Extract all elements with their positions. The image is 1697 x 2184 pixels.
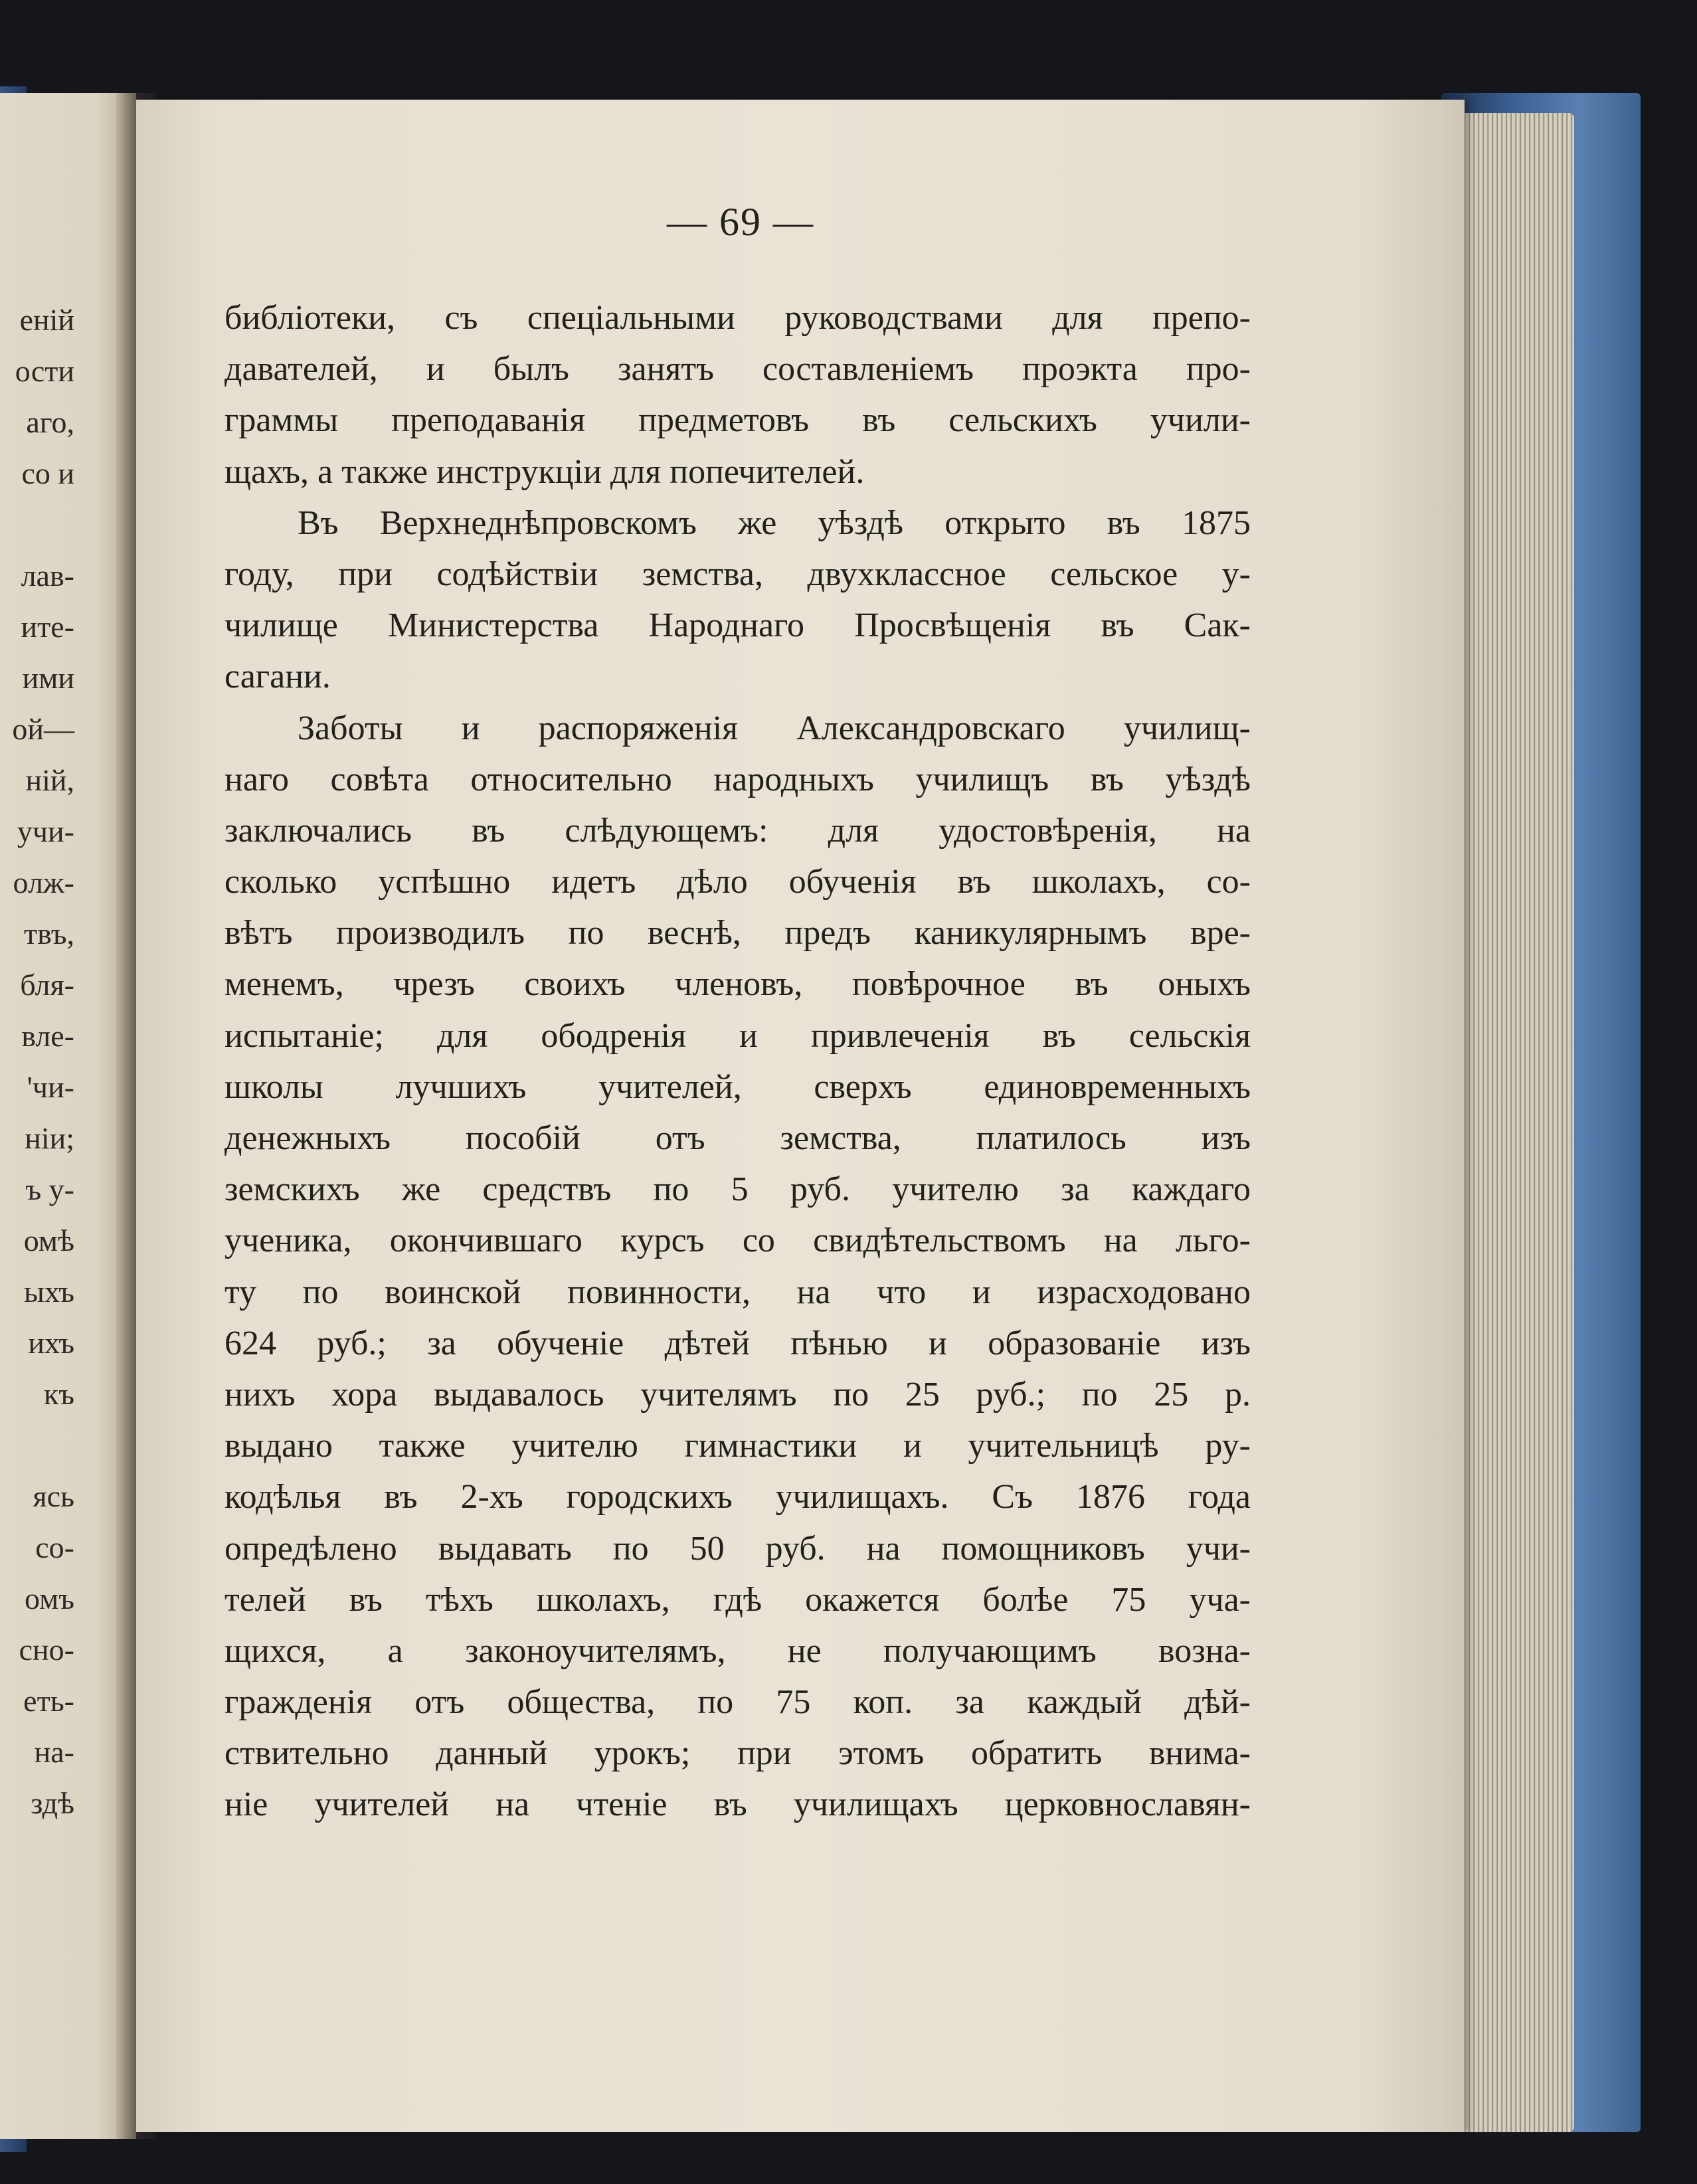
- text-line: наго совѣта относительно народныхъ училищъ въ уѣздѣ: [224, 760, 1251, 798]
- left-fragment: ите-: [21, 610, 74, 644]
- left-fragment: ихъ: [28, 1326, 74, 1360]
- left-fragment: сно-: [19, 1633, 74, 1667]
- left-fragment: здѣ: [31, 1786, 74, 1820]
- text-line: щахъ, а также инструкціи для попечителей.: [224, 452, 865, 491]
- left-fragment: омѣ: [23, 1224, 74, 1257]
- left-fragment: олж-: [13, 865, 74, 899]
- left-fragment: ости: [15, 354, 74, 388]
- text-line: щихся, а законоучителямъ, не получающимъ возна-: [224, 1631, 1251, 1670]
- left-fragment: вле-: [21, 1019, 74, 1053]
- text-line: менемъ, чрезъ своихъ членовъ, повѣрочное въ оныхъ: [224, 965, 1251, 1004]
- text-line: ту по воинской повинности, на что и израсходовано: [224, 1273, 1251, 1311]
- page-number: — 69 —: [667, 200, 814, 244]
- text-line: сагани.: [224, 658, 331, 696]
- text-line: Въ Верхнеднѣпровскомъ же уѣздѣ открыто въ 1875: [298, 503, 1251, 542]
- left-fragment: ній,: [25, 763, 74, 797]
- left-fragment: 'чи-: [27, 1070, 74, 1104]
- text-line: давателей, и былъ занятъ составленіемъ проэкта про-: [224, 350, 1251, 389]
- text-line: ніе учителей на чтеніе въ училищахъ церковнославян-: [224, 1785, 1251, 1824]
- text-line: заключались въ слѣдующемъ: для удостовѣренія, на: [224, 811, 1251, 850]
- left-fragment: ыхъ: [24, 1275, 74, 1309]
- left-fragment: къ: [43, 1377, 74, 1411]
- left-fragment: ой—: [12, 712, 74, 746]
- text-line: нихъ хора выдавалось учителямъ по 25 руб.; по 25 р.: [224, 1375, 1251, 1413]
- text-line: кодѣлья въ 2-хъ городскихъ училищахъ. Съ 1876 года: [224, 1478, 1251, 1516]
- left-fragment: со и: [21, 456, 74, 490]
- text-line: испытаніе; для ободренія и привлеченія въ сельскія: [224, 1016, 1251, 1055]
- left-fragment: со-: [35, 1530, 74, 1564]
- text-line: ученика, окончившаго курсъ со свидѣтельствомъ на льго-: [224, 1222, 1251, 1260]
- text-line: денежныхъ пособій отъ земства, платилось изъ: [224, 1119, 1251, 1157]
- left-fragment: на-: [34, 1735, 74, 1769]
- page-body-text: [224, 292, 1251, 1831]
- text-line: библіотеки, съ спеціальными руководствами для препо-: [224, 299, 1251, 337]
- text-line: ствительно данный урокъ; при этомъ обратить внима-: [224, 1734, 1251, 1773]
- left-fragment: ъ у-: [25, 1172, 74, 1206]
- text-line: выдано также учителю гимнастики и учительницѣ ру-: [224, 1427, 1251, 1465]
- text-line: граммы преподаванія предметовъ въ сельскихъ учили-: [224, 401, 1251, 440]
- text-line: вѣтъ производилъ по веснѣ, предъ каникулярнымъ вре-: [224, 914, 1251, 953]
- left-fragment: бля-: [20, 968, 74, 1002]
- page-edges: [1461, 113, 1574, 2132]
- left-fragment: твъ,: [24, 917, 74, 951]
- left-fragment: учи-: [17, 814, 74, 848]
- left-fragment: омъ: [24, 1582, 74, 1615]
- text-line: телей въ тѣхъ школахъ, гдѣ окажется болѣе 75 уча-: [224, 1580, 1251, 1619]
- left-fragment: лав-: [21, 559, 74, 592]
- text-line: школы лучшихъ учителей, сверхъ единовременныхъ: [224, 1067, 1251, 1106]
- text-line: году, при содѣйствіи земства, двухклассное сельское у-: [224, 555, 1251, 593]
- text-line: 624 руб.; за обученіе дѣтей пѣнью и образованіе изъ: [224, 1324, 1251, 1362]
- left-fragment: аго,: [26, 405, 74, 439]
- left-fragment: еть-: [23, 1684, 74, 1718]
- text-line: чилище Министерства Народнаго Просвѣщенія въ Сак-: [224, 606, 1251, 645]
- text-line: Заботы и распоряженія Александровскаго училищ-: [298, 709, 1251, 747]
- text-line: земскихъ же средствъ по 5 руб. учителю за каждаго: [224, 1170, 1251, 1209]
- text-line: гражденія отъ общества, по 75 коп. за каждый дѣй-: [224, 1683, 1251, 1722]
- left-fragment: ніи;: [25, 1121, 74, 1155]
- text-line: опредѣлено выдавать по 50 руб. на помощниковъ учи-: [224, 1529, 1251, 1568]
- left-fragment: еній: [19, 303, 74, 337]
- left-fragment: ими: [22, 661, 74, 695]
- left-fragment: ясь: [33, 1479, 74, 1513]
- text-line: сколько успѣшно идетъ дѣло обученія въ школахъ, со-: [224, 863, 1251, 901]
